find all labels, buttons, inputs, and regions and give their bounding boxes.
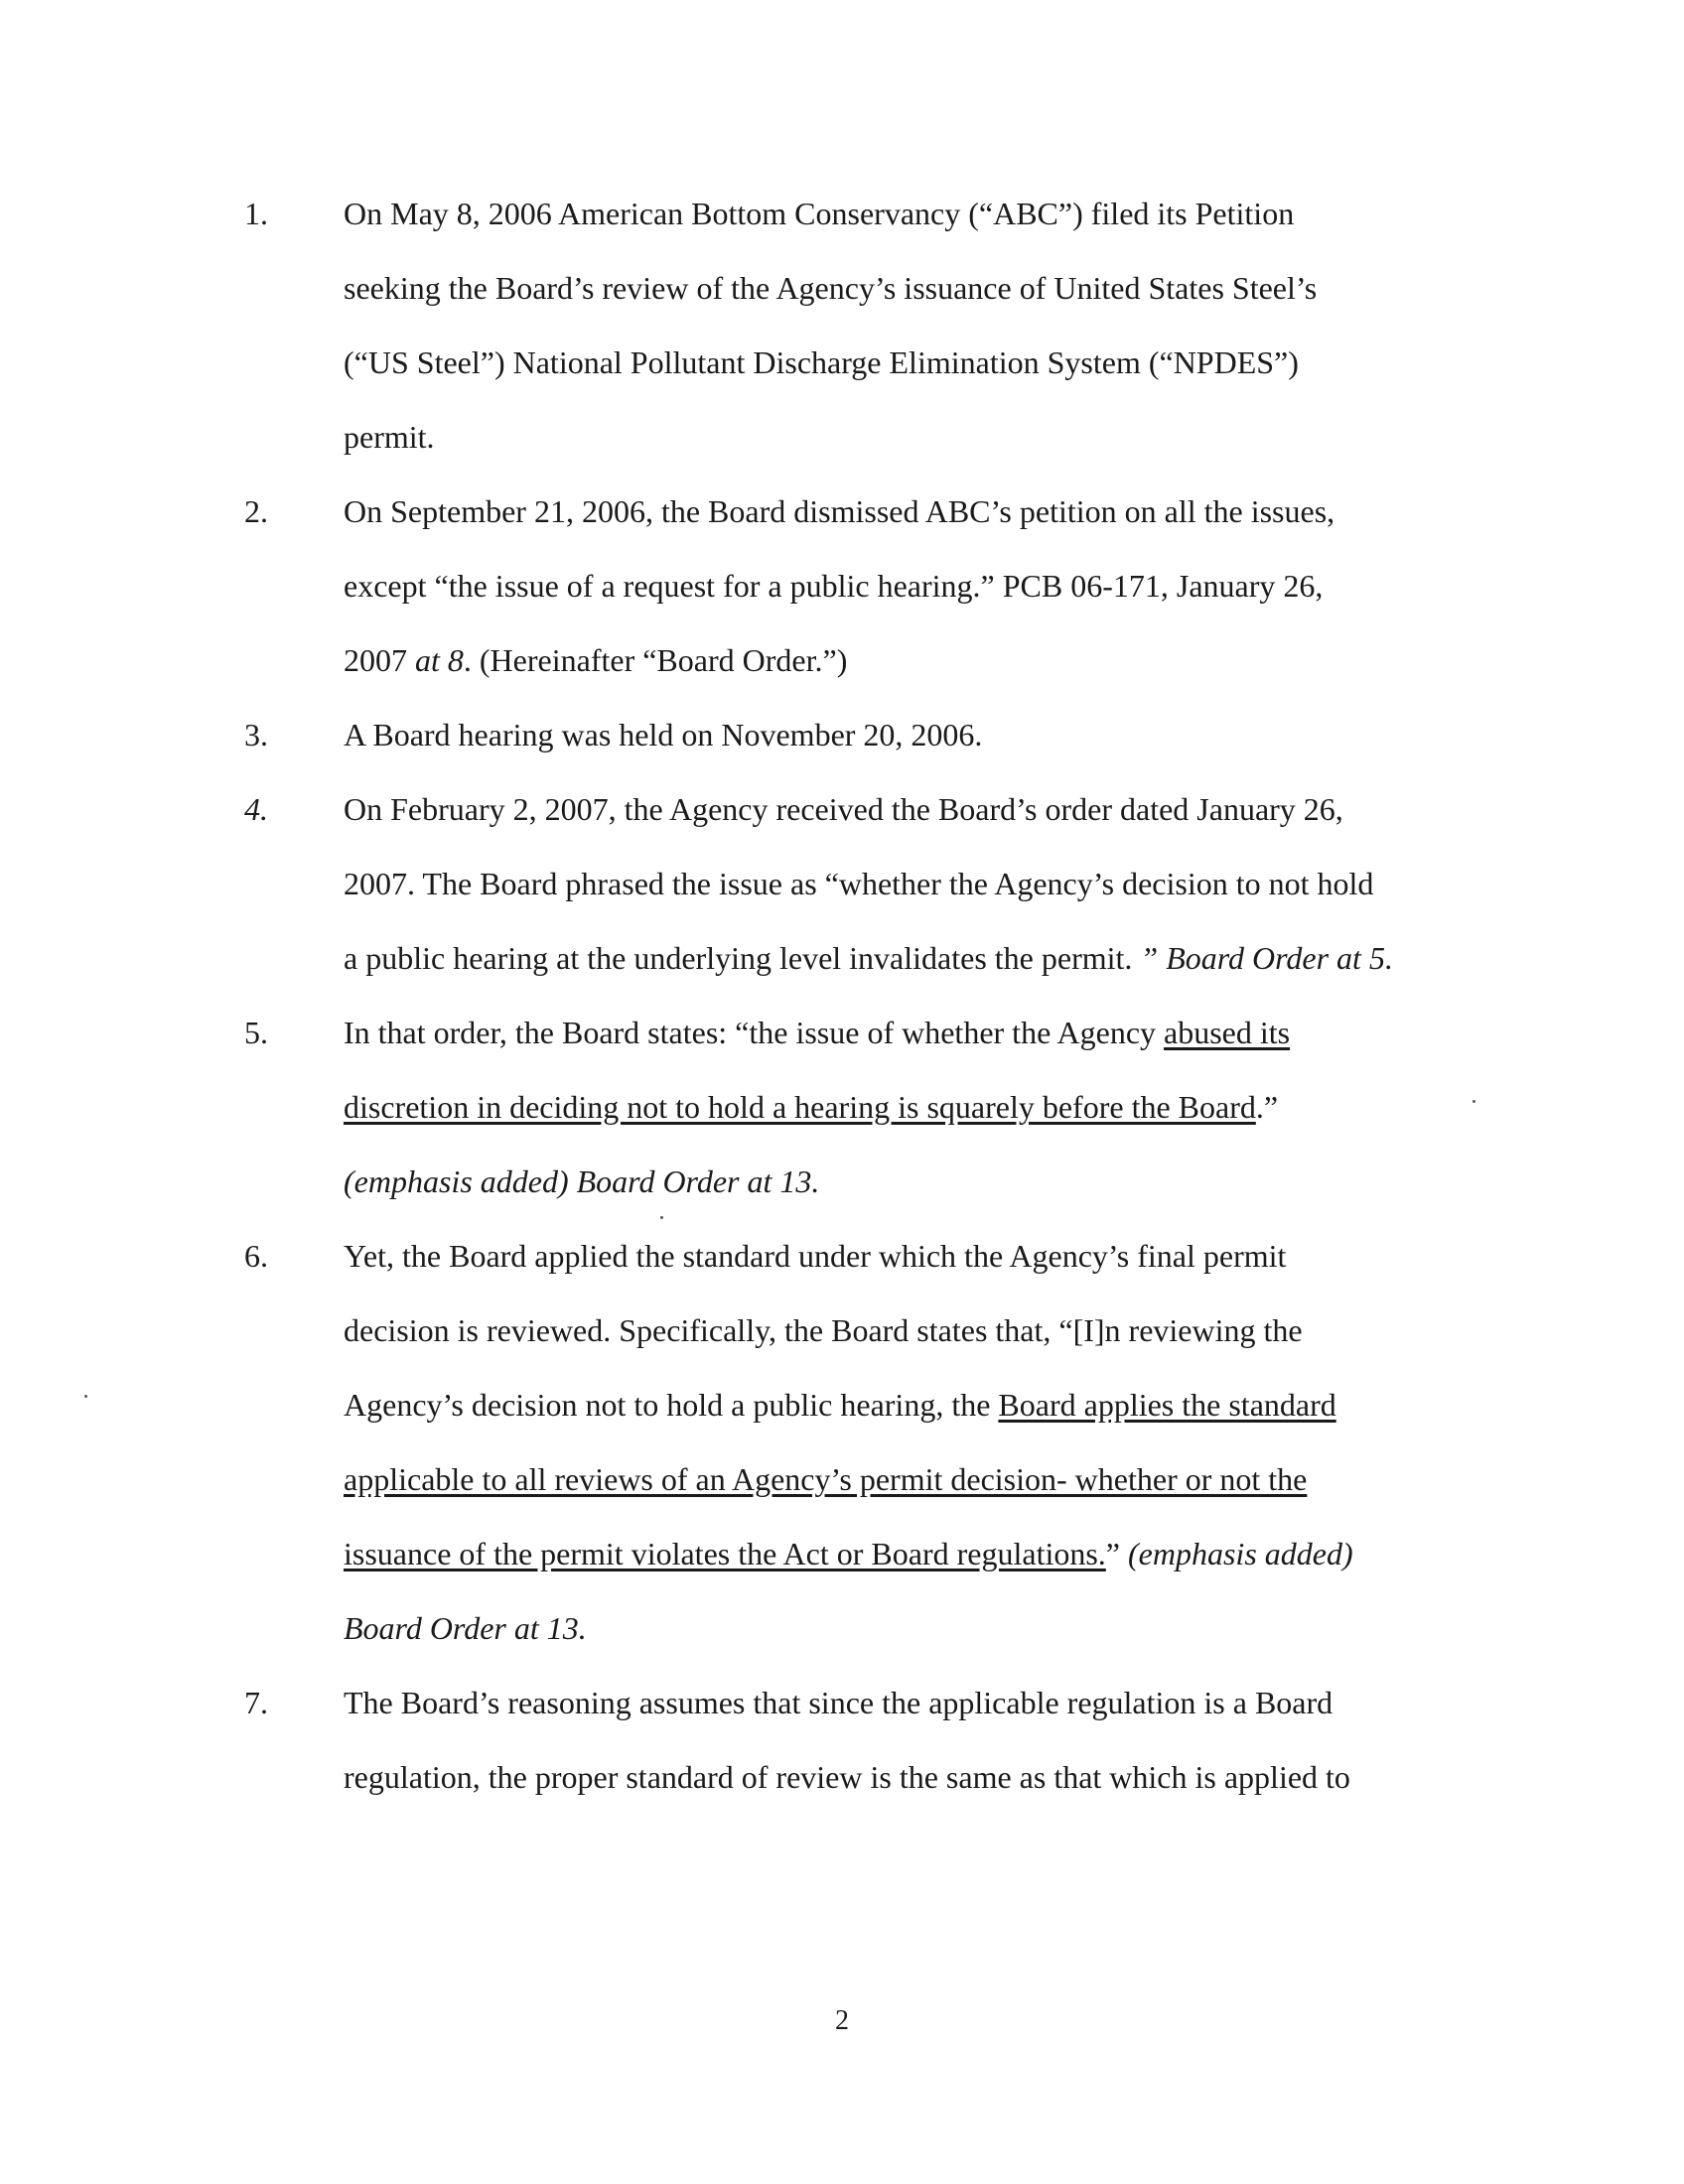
emphasis-underline: discretion in deciding not to hold a hearing is squarely before the Board bbox=[344, 1089, 1256, 1125]
text-run: 2007 bbox=[344, 642, 415, 678]
text-line: 2007. The Board phrased the issue as “whether the Agency’s decision to not hold bbox=[344, 866, 1374, 901]
paragraph-text bbox=[344, 177, 1446, 475]
text-line: decision is reviewed. Specifically, the Board states that, “[I]n reviewing the bbox=[344, 1312, 1303, 1348]
text-run: In that order, the Board states: “the issue of whether the Agency bbox=[344, 1015, 1165, 1050]
text-line bbox=[344, 1368, 1446, 1442]
text-line bbox=[344, 1442, 1446, 1517]
paragraph-number: 7. bbox=[244, 1685, 268, 1720]
emphasis-underline: applicable to all reviews of an Agency’s permit decision- whether or not the bbox=[344, 1461, 1308, 1497]
text-line: On May 8, 2006 American Bottom Conservancy (“ABC”) filed its Petition bbox=[344, 196, 1295, 231]
text-line bbox=[344, 996, 1446, 1070]
paragraph-number: 3. bbox=[244, 717, 268, 752]
citation-italic: at 8 bbox=[415, 642, 464, 678]
text-line: On September 21, 2006, the Board dismissed ABC’s petition on all the issues, bbox=[344, 493, 1335, 529]
emphasis-underline: abused its bbox=[1164, 1015, 1291, 1050]
text-line: On February 2, 2007, the Agency received the Board’s order dated January 26, bbox=[344, 791, 1343, 827]
text-line bbox=[344, 921, 1446, 996]
paragraph-number: 2. bbox=[244, 493, 268, 529]
text-line bbox=[344, 1517, 1446, 1591]
scan-speck bbox=[660, 1216, 663, 1219]
citation-italic: Board Order at 13. bbox=[344, 1610, 587, 1646]
text-line: A Board hearing was held on November 20, 2006. bbox=[344, 717, 983, 752]
paragraph-text bbox=[344, 475, 1446, 698]
citation-italic: ” Board Order at 5. bbox=[1132, 940, 1393, 976]
text-line: except “the issue of a request for a public hearing.” PCB 06-171, January 26, bbox=[344, 568, 1324, 604]
citation-italic: (emphasis added) Board Order at 13. bbox=[344, 1163, 820, 1199]
paragraph-number: 6. bbox=[244, 1238, 268, 1274]
text-run: . (Hereinafter “Board Order.”) bbox=[463, 642, 848, 678]
text-line: seeking the Board’s review of the Agency’s issuance of United States Steel’s bbox=[344, 270, 1318, 306]
text-run: Agency’s decision not to hold a public hearing, the bbox=[344, 1387, 999, 1423]
emphasis-underline: issuance of the permit violates the Act or Board regulations. bbox=[344, 1536, 1106, 1571]
scan-speck bbox=[84, 1395, 87, 1398]
paragraph-text bbox=[344, 1219, 1446, 1666]
emphasis-underline: Board applies the standard bbox=[998, 1387, 1336, 1423]
text-line bbox=[344, 1070, 1446, 1145]
paragraph-number: 1. bbox=[244, 196, 268, 231]
text-line: regulation, the proper standard of review is the same as that which is applied to bbox=[344, 1759, 1350, 1795]
citation-italic: (emphasis added) bbox=[1128, 1536, 1353, 1571]
paragraph-number: 5. bbox=[244, 1015, 268, 1050]
scan-speck bbox=[1473, 1100, 1475, 1103]
text-run: ” bbox=[1105, 1536, 1128, 1571]
page-number: 2 bbox=[835, 2005, 849, 2036]
text-line: permit. bbox=[344, 419, 435, 455]
paragraph-number: 4. bbox=[244, 791, 268, 827]
paragraph-text bbox=[344, 1666, 1446, 1815]
text-line: (“US Steel”) National Pollutant Discharge Elimination System (“NPDES”) bbox=[344, 344, 1299, 380]
paragraph-text bbox=[344, 698, 1446, 772]
text-line: Yet, the Board applied the standard under which the Agency’s final permit bbox=[344, 1238, 1287, 1274]
paragraph-text bbox=[344, 772, 1446, 996]
text-line: The Board’s reasoning assumes that since the applicable regulation is a Board bbox=[344, 1685, 1333, 1720]
paragraph-text bbox=[344, 996, 1446, 1219]
text-line bbox=[344, 623, 1446, 698]
text-run: a public hearing at the underlying level invalidates the permit. bbox=[344, 940, 1133, 976]
text-run: .” bbox=[1255, 1089, 1279, 1125]
